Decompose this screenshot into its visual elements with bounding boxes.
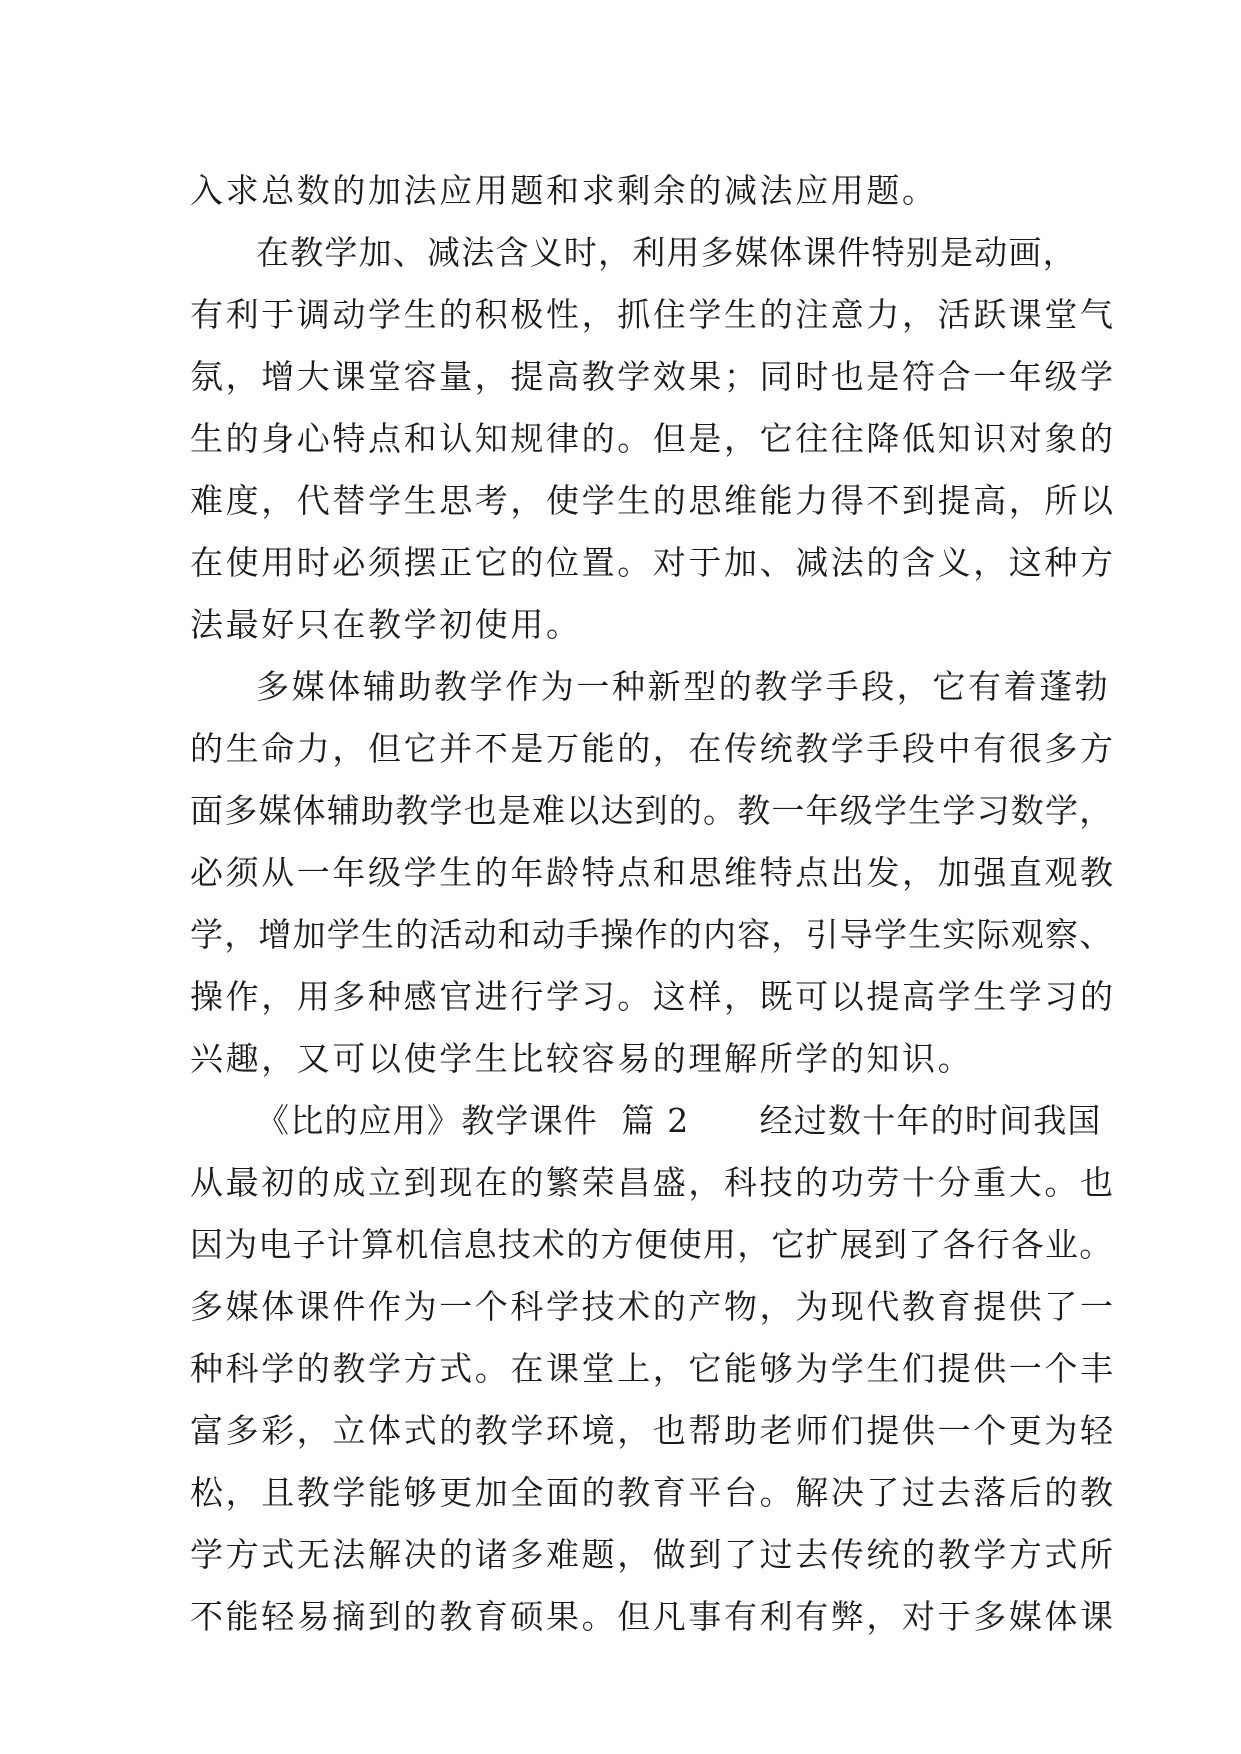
text-line: 富多彩，立体式的教学环境，也帮助老师们提供一个更为轻 [190, 1411, 1116, 1450]
body-text [190, 160, 1116, 1648]
text-line: 生的身心特点和认知规律的。但是，它往往降低知识对象的 [190, 419, 1116, 458]
text-line: 学，增加学生的活动和动手操作的内容，引导学生实际观察、 [190, 915, 1114, 954]
text-line: 氛，增大课堂容量，提高教学效果；同时也是符合一年级学 [190, 357, 1116, 396]
text-line: 多媒体辅助教学作为一种新型的教学手段，它有着蓬勃 [256, 667, 1111, 706]
text-line: 有利于调动学生的积极性，抓住学生的注意力，活跃课堂气 [190, 295, 1116, 334]
text-line: 松，且教学能够更加全面的教育平台。解决了过去落后的教 [190, 1473, 1116, 1512]
text-line: 兴趣，又可以使学生比较容易的理解所学的知识。 [190, 1039, 974, 1078]
text-line: 从最初的成立到现在的繁荣昌盛，科技的功劳十分重大。也 [190, 1163, 1116, 1202]
text-line: 学方式无法解决的诸多难题，做到了过去传统的教学方式所 [190, 1535, 1116, 1574]
text-line: 操作，用多种感官进行学习。这样，既可以提高学生学习的 [190, 977, 1116, 1016]
text-line: 多媒体课件作为一个科学技术的产物，为现代教育提供了一 [190, 1287, 1116, 1326]
text-line: 因为电子计算机信息技术的方便使用，它扩展到了各行各业。 [190, 1225, 1114, 1264]
text-line: 种科学的教学方式。在课堂上，它能够为学生们提供一个丰 [190, 1349, 1116, 1388]
text-line: 在使用时必须摆正它的位置。对于加、减法的含义，这种方 [190, 543, 1116, 582]
text-line: 面多媒体辅助教学也是难以达到的。教一年级学生学习数学， [190, 791, 1114, 830]
text-line: 法最好只在教学初使用。 [190, 605, 582, 644]
text-line: 难度，代替学生思考，使学生的思维能力得不到提高，所以 [190, 481, 1116, 520]
text-line: 的生命力，但它并不是万能的，在传统教学手段中有很多方 [190, 729, 1116, 768]
text-line: 不能轻易摘到的教育硕果。但凡事有利有弊，对于多媒体课 [190, 1597, 1116, 1636]
text-line: 在教学加、减法含义时，利用多媒体课件特别是动画， [256, 233, 1077, 272]
text-line: 入求总数的加法应用题和求剩余的减法应用题。 [190, 171, 938, 210]
section-heading-line: 《比的应用》教学课件 篇 2 经过数十年的时间我国 [256, 1101, 1102, 1140]
text-line: 必须从一年级学生的年龄特点和思维特点出发，加强直观教 [190, 853, 1116, 892]
